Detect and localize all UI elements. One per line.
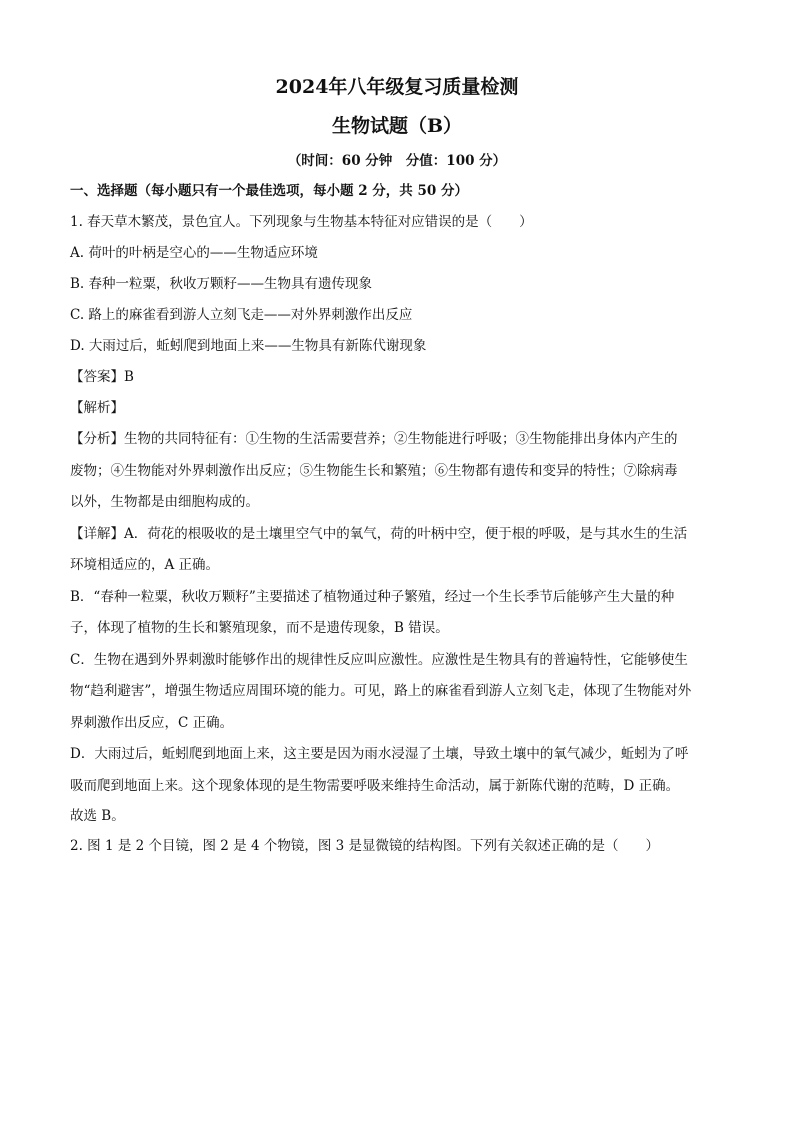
analysis-line: 废物；④生物能对外界刺激作出反应；⑤生物能生长和繁殖；⑥生物都有遗传和变异的特性；⑦除病毒 bbox=[70, 463, 678, 479]
question-2-stem: 2. 图 1 是 2 个目镜，图 2 是 4 个物镜，图 3 是显微镜的结构图。下列有关叙述正确的是（ ） bbox=[70, 838, 660, 854]
question-1-stem: 1. 春天草木繁茂，景色宜人。下列现象与生物基本特征对应错误的是（ ） bbox=[70, 214, 533, 230]
question-1-option-d: D. 大雨过后，蚯蚓爬到地面上来——生物具有新陈代谢现象 bbox=[70, 338, 427, 354]
analysis-line: 吸而爬到地面上来。这个现象体现的是生物需要呼吸来维持生命活动，属于新陈代谢的范畴，D 正确。 bbox=[70, 778, 680, 794]
exam-meta: （时间：60 分钟 分值：100 分） bbox=[287, 153, 507, 169]
section-heading: 一、选择题（每小题只有一个最佳选项，每小题 2 分，共 50 分） bbox=[70, 183, 468, 199]
analysis-line: B．“春种一粒粟，秋收万颗籽”主要描述了植物通过种子繁殖，经过一个生长季节后能够产生大量的种 bbox=[70, 589, 675, 605]
analysis-line: 【分析】生物的共同特征有：①生物的生活需要营养；②生物能进行呼吸；③生物能排出身体内产生的 bbox=[70, 431, 678, 447]
question-1-option-a: A. 荷叶的叶柄是空心的——生物适应环境 bbox=[70, 245, 318, 261]
analysis-line: 以外，生物都是由细胞构成的。 bbox=[70, 494, 259, 510]
analysis-line: C．生物在遇到外界刺激时能够作出的规律性反应叫应激性。应激性是生物具有的普遍特性，它能够使生 bbox=[70, 652, 688, 668]
question-1-option-c: C. 路上的麻雀看到游人立刻飞走——对外界刺激作出反应 bbox=[70, 307, 413, 323]
analysis-line: 物“趋利避害”，增强生物适应周围环境的能力。可见，路上的麻雀看到游人立刻飞走，体现了生物能对外 bbox=[70, 683, 692, 699]
analysis-line: 界刺激作出反应，C 正确。 bbox=[70, 715, 234, 731]
analysis-line: 故选 B。 bbox=[70, 808, 125, 824]
exam-subtitle: 生物试题（B） bbox=[331, 115, 463, 137]
question-1-option-b: B. 春种一粒粟，秋收万颗籽——生物具有遗传现象 bbox=[70, 276, 373, 292]
question-1-analysis-label: 【解析】 bbox=[70, 400, 124, 416]
analysis-line: 【详解】A．荷花的根吸收的是土壤里空气中的氧气，荷的叶柄中空，便于根的呼吸，是与其水生的生活 bbox=[70, 526, 688, 542]
analysis-line: 子，体现了植物的生长和繁殖现象，而不是遗传现象，B 错误。 bbox=[70, 620, 449, 636]
question-1-answer: 【答案】B bbox=[70, 369, 134, 385]
analysis-line: D．大雨过后，蚯蚓爬到地面上来，这主要是因为雨水浸湿了土壤，导致土壤中的氧气减少，蚯蚓为了呼 bbox=[70, 746, 689, 762]
exam-title: 2024年八年级复习质量检测 bbox=[275, 76, 519, 98]
analysis-line: 环境相适应的，A 正确。 bbox=[70, 557, 220, 573]
